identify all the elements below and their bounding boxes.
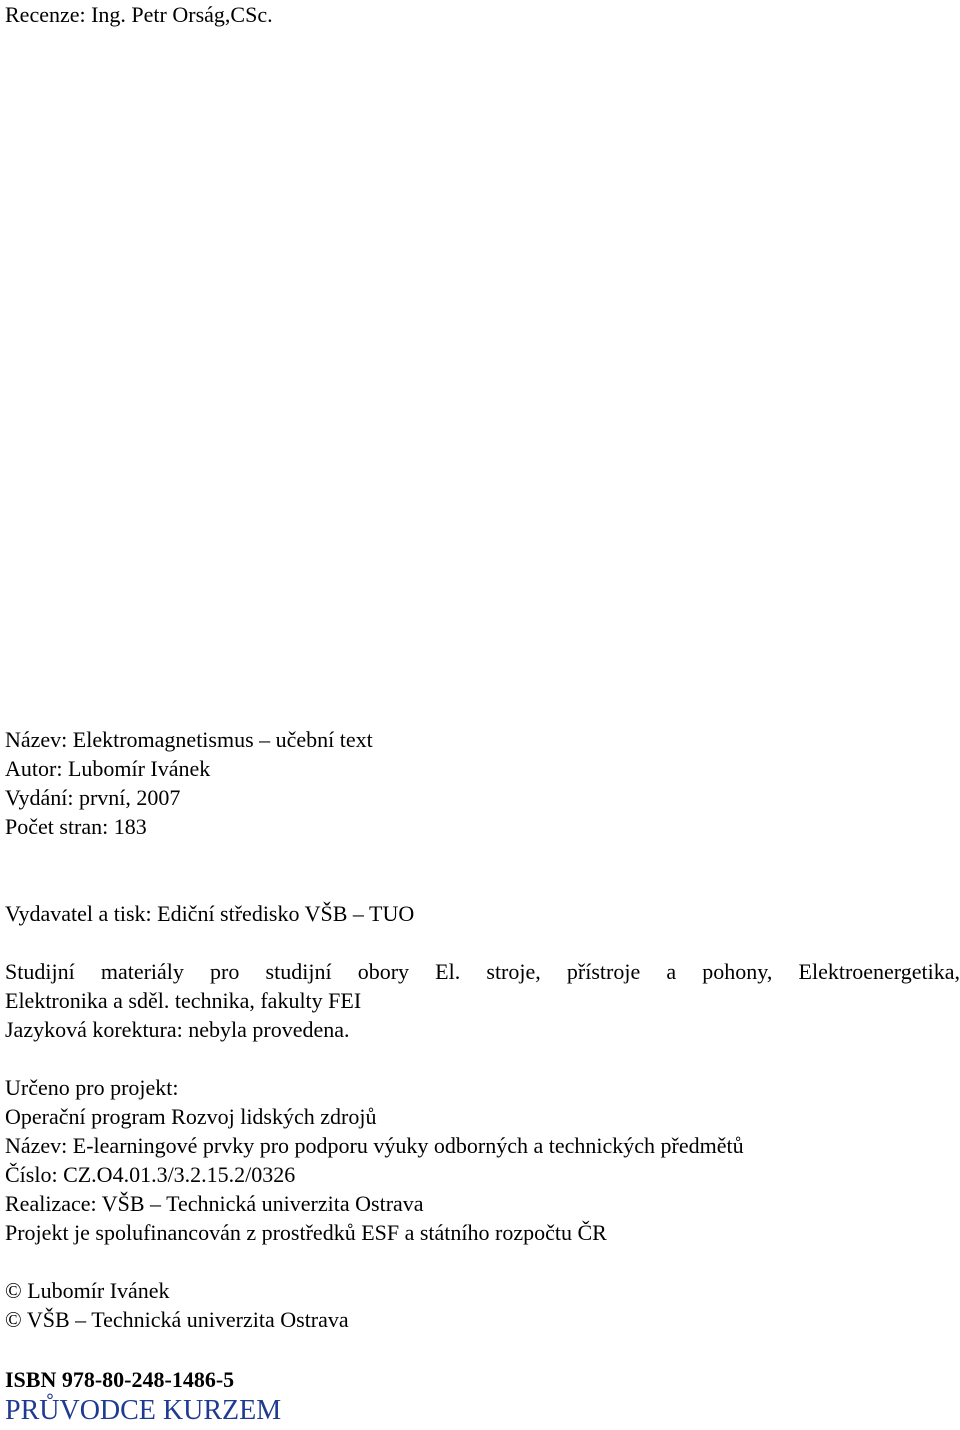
publisher-line: Vydavatel a tisk: Ediční středisko VŠB – TUO: [5, 901, 415, 926]
section-heading: PRŮVODCE KURZEM: [5, 1395, 282, 1426]
book-edition: Vydání: první, 2007: [5, 785, 181, 810]
book-author: Autor: Lubomír Ivánek: [5, 756, 211, 781]
project-realization-line: Realizace: VŠB – Technická univerzita Ostrava: [5, 1191, 424, 1216]
copyright-author: © Lubomír Ivánek: [5, 1278, 170, 1303]
study-materials-line-2: Elektronika a sděl. technika, fakulty FEI: [5, 988, 362, 1013]
proofreading-line: Jazyková korektura: nebyla provedena.: [5, 1017, 350, 1042]
copyright-university: © VŠB – Technická univerzita Ostrava: [5, 1307, 349, 1332]
project-number-line: Číslo: CZ.O4.01.3/3.2.15.2/0326: [5, 1162, 296, 1187]
book-pages: Počet stran: 183: [5, 814, 147, 839]
isbn-line: ISBN 978-80-248-1486-5: [5, 1367, 235, 1392]
book-title: Název: Elektromagnetismus – učební text: [5, 727, 373, 752]
review-line: Recenze: Ing. Petr Orság,CSc.: [5, 2, 273, 27]
study-materials-line-1: Studijní materiály pro studijní obory El. stroje, přístroje a pohony, Elektroenergetika,: [5, 959, 960, 984]
project-funding-line: Projekt je spolufinancován z prostředků ESF a státního rozpočtu ČR: [5, 1220, 607, 1245]
project-name-line: Název: E-learningové prvky pro podporu výuky odborných a technických předmětů: [5, 1133, 744, 1158]
project-intended-line: Určeno pro projekt:: [5, 1075, 179, 1100]
project-program-line: Operační program Rozvoj lidských zdrojů: [5, 1104, 377, 1129]
